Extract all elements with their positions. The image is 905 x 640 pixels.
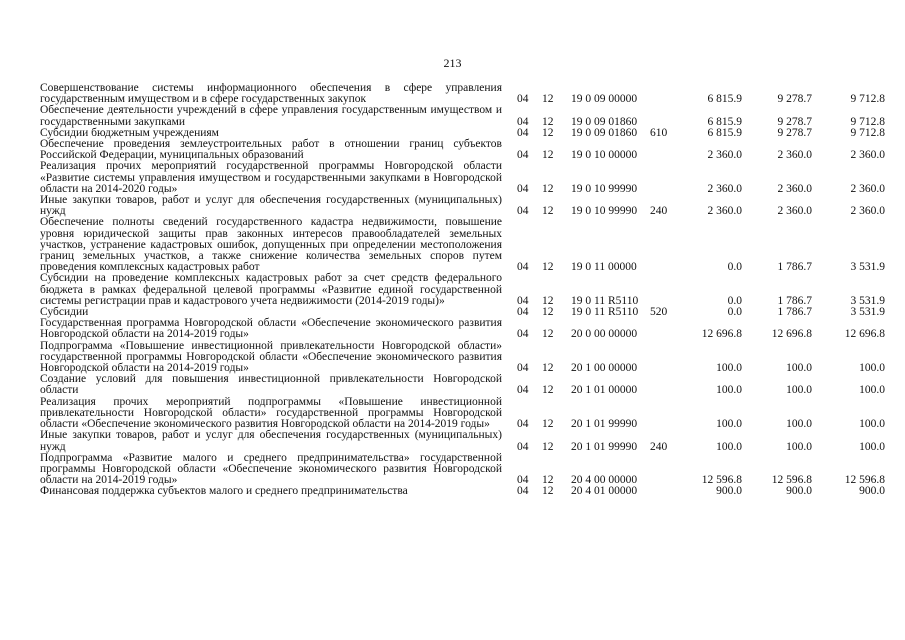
row-csr: 19 0 09 01860 (571, 115, 638, 128)
row-value-2: 1 786.7 (777, 306, 812, 319)
row-value-2: 2 360.0 (777, 149, 812, 162)
row-name: Государственная программа Новгородской области «Обеспечение экономического развития Новгородской области на 2014-2019 годы» (40, 317, 502, 341)
row-value-2: 900.0 (786, 485, 812, 498)
row-csr: 19 0 11 R5110 (571, 306, 639, 319)
row-value-3: 100.0 (859, 418, 885, 431)
row-value-2: 12 596.8 (771, 474, 812, 487)
table-row (40, 397, 885, 431)
row-rz: 04 (517, 205, 529, 218)
row-value-1: 12 596.8 (701, 474, 742, 487)
row-csr: 19 0 11 R5110 (571, 294, 639, 307)
row-rz: 04 (517, 294, 529, 307)
row-csr: 19 0 10 99990 (571, 182, 638, 195)
row-value-3: 12 696.8 (844, 328, 885, 341)
row-rz: 04 (517, 418, 529, 431)
page-number: 213 (443, 56, 462, 70)
row-value-1: 100.0 (716, 440, 742, 453)
row-csr: 19 0 10 00000 (571, 149, 638, 162)
row-rz: 04 (517, 440, 529, 453)
row-rz: 04 (517, 384, 529, 397)
row-rz: 04 (517, 485, 529, 498)
row-value-1: 100.0 (716, 418, 742, 431)
row-csr: 19 0 10 99990 (571, 205, 638, 218)
row-rz: 04 (517, 261, 529, 274)
table-row (40, 273, 885, 307)
row-value-1: 6 815.9 (707, 115, 742, 128)
row-rz: 04 (517, 126, 529, 139)
row-value-1: 6 815.9 (707, 93, 742, 106)
row-value-3: 900.0 (859, 485, 885, 498)
row-csr: 20 4 00 00000 (571, 474, 638, 487)
row-csr: 20 0 00 00000 (571, 328, 638, 341)
row-value-2: 2 360.0 (777, 205, 812, 218)
row-value-2: 1 786.7 (777, 261, 812, 274)
row-pr: 12 (542, 205, 554, 218)
row-name: Субсидии на проведение комплексных кадастровых работ за счет средств федерального бюджета в рамках федеральной целевой программы «Развитие единой государственной системы регистрации прав и кадастрового учета недвижимости (2014-2019 годы)» (40, 272, 502, 307)
row-value-3: 9 712.8 (850, 93, 885, 106)
row-name: Подпрограмма «Повышение инвестиционной привлекательности Новгородской области» государственной программы Новгородской области «Обеспечение экономического развития Новгородской области на 2014-2019 годы» (40, 339, 502, 375)
budget-table (40, 83, 885, 498)
row-name: Создание условий для повышения инвестиционной привлекательности Новгородской области (40, 373, 502, 397)
row-value-2: 100.0 (786, 440, 812, 453)
row-name: Подпрограмма «Развитие малого и среднего предпринимательства» государственной программы Новгородской области «Обеспечение экономического развития Новгородской области на 2014-2019 годы» (40, 451, 502, 487)
row-pr: 12 (542, 384, 554, 397)
row-value-1: 100.0 (716, 384, 742, 397)
row-value-1: 2 360.0 (707, 149, 742, 162)
row-vr: 520 (650, 306, 668, 319)
row-pr: 12 (542, 93, 554, 106)
row-pr: 12 (542, 485, 554, 498)
row-value-3: 100.0 (859, 440, 885, 453)
row-value-2: 1 786.7 (777, 294, 812, 307)
row-value-3: 2 360.0 (850, 182, 885, 195)
row-vr: 240 (650, 440, 668, 453)
row-rz: 04 (517, 306, 529, 319)
row-value-2: 12 696.8 (771, 328, 812, 341)
row-csr: 20 1 01 00000 (571, 384, 638, 397)
row-value-2: 9 278.7 (777, 126, 812, 139)
row-csr: 20 1 00 00000 (571, 362, 638, 375)
row-rz: 04 (517, 362, 529, 375)
row-rz: 04 (517, 93, 529, 106)
row-pr: 12 (542, 115, 554, 128)
row-value-3: 2 360.0 (850, 149, 885, 162)
table-row (40, 139, 885, 161)
row-name: Обеспечение деятельности учреждений в сфере управления государственным имуществом и государственными закупками (40, 104, 502, 128)
row-csr: 19 0 09 00000 (571, 93, 638, 106)
row-pr: 12 (542, 126, 554, 139)
table-row (40, 195, 885, 217)
row-name: Иные закупки товаров, работ и услуг для обеспечения государственных (муниципальных) нужд (40, 194, 502, 218)
row-pr: 12 (542, 418, 554, 431)
row-value-3: 100.0 (859, 384, 885, 397)
row-pr: 12 (542, 440, 554, 453)
table-row (40, 453, 885, 487)
row-value-3: 2 360.0 (850, 205, 885, 218)
row-vr: 240 (650, 205, 668, 218)
row-csr: 19 0 09 01860 (571, 126, 638, 139)
row-name: Финансовая поддержка субъектов малого и среднего предпринимательства (40, 485, 408, 498)
row-pr: 12 (542, 306, 554, 319)
row-value-1: 2 360.0 (707, 205, 742, 218)
row-name: Реализация прочих мероприятий подпрограммы «Повышение инвестиционной привлекательности Новгородской области» государственной программы Новгородской области «Обеспечение экономического развития Новгородской области на 2014-2019 годы» (40, 395, 502, 431)
row-rz: 04 (517, 182, 529, 195)
row-name: Обеспечение полноты сведений государственного кадастра недвижимости, повышение уровня юридической защиты прав законных интересов правообладателей земельных участков, устранение кадастровых ошибок, допущенных при определении местоположения границ земельных участков, а также снижение количества земельных споров путем проведения комплексных кадастровых работ (40, 216, 502, 274)
row-value-1: 100.0 (716, 362, 742, 375)
row-value-3: 12 596.8 (844, 474, 885, 487)
row-value-2: 100.0 (786, 384, 812, 397)
row-rz: 04 (517, 474, 529, 487)
row-pr: 12 (542, 149, 554, 162)
row-value-1: 2 360.0 (707, 182, 742, 195)
row-value-1: 6 815.9 (707, 126, 742, 139)
row-csr: 19 0 11 00000 (571, 261, 637, 274)
table-row (40, 161, 885, 195)
table-row (40, 486, 885, 497)
row-rz: 04 (517, 115, 529, 128)
row-csr: 20 1 01 99990 (571, 418, 638, 431)
row-name: Субсидии (40, 306, 89, 319)
row-value-3: 3 531.9 (850, 306, 885, 319)
row-rz: 04 (517, 328, 529, 341)
row-value-2: 100.0 (786, 418, 812, 431)
row-pr: 12 (542, 328, 554, 341)
row-value-1: 0.0 (727, 294, 742, 307)
row-value-1: 0.0 (727, 261, 742, 274)
table-row (40, 318, 885, 340)
table-row (40, 341, 885, 375)
row-value-1: 12 696.8 (701, 328, 742, 341)
table-row (40, 217, 885, 273)
row-vr: 610 (650, 126, 668, 139)
row-value-3: 100.0 (859, 362, 885, 375)
table-row (40, 105, 885, 127)
table-row (40, 83, 885, 105)
row-pr: 12 (542, 182, 554, 195)
row-value-2: 9 278.7 (777, 93, 812, 106)
row-pr: 12 (542, 474, 554, 487)
row-rz: 04 (517, 149, 529, 162)
row-name: Иные закупки товаров, работ и услуг для обеспечения государственных (муниципальных) нужд (40, 429, 502, 453)
row-pr: 12 (542, 261, 554, 274)
row-value-3: 9 712.8 (850, 126, 885, 139)
row-name: Субсидии бюджетным учреждениям (40, 126, 219, 139)
table-row (40, 374, 885, 396)
row-pr: 12 (542, 294, 554, 307)
row-csr: 20 1 01 99990 (571, 440, 638, 453)
row-name: Реализация прочих мероприятий государственной программы Новгородской области «Развитие системы управления имуществом и государственными закупками в Новгородской области на 2014-2020 годы» (40, 160, 502, 195)
row-value-3: 3 531.9 (850, 261, 885, 274)
row-csr: 20 4 01 00000 (571, 485, 638, 498)
row-value-2: 9 278.7 (777, 115, 812, 128)
row-value-1: 0.0 (727, 306, 742, 319)
row-value-2: 100.0 (786, 362, 812, 375)
row-value-1: 900.0 (716, 485, 742, 498)
row-value-3: 9 712.8 (850, 115, 885, 128)
row-value-3: 3 531.9 (850, 294, 885, 307)
row-value-2: 2 360.0 (777, 182, 812, 195)
row-name: Обеспечение проведения землеустроительных работ в отношении границ субъектов Российской Федерации, муниципальных образований (40, 138, 502, 162)
row-pr: 12 (542, 362, 554, 375)
row-name: Совершенствование системы информационного обеспечения в сфере управления государственным имуществом и в сфере государственных закупок (40, 82, 502, 106)
table-row (40, 430, 885, 452)
